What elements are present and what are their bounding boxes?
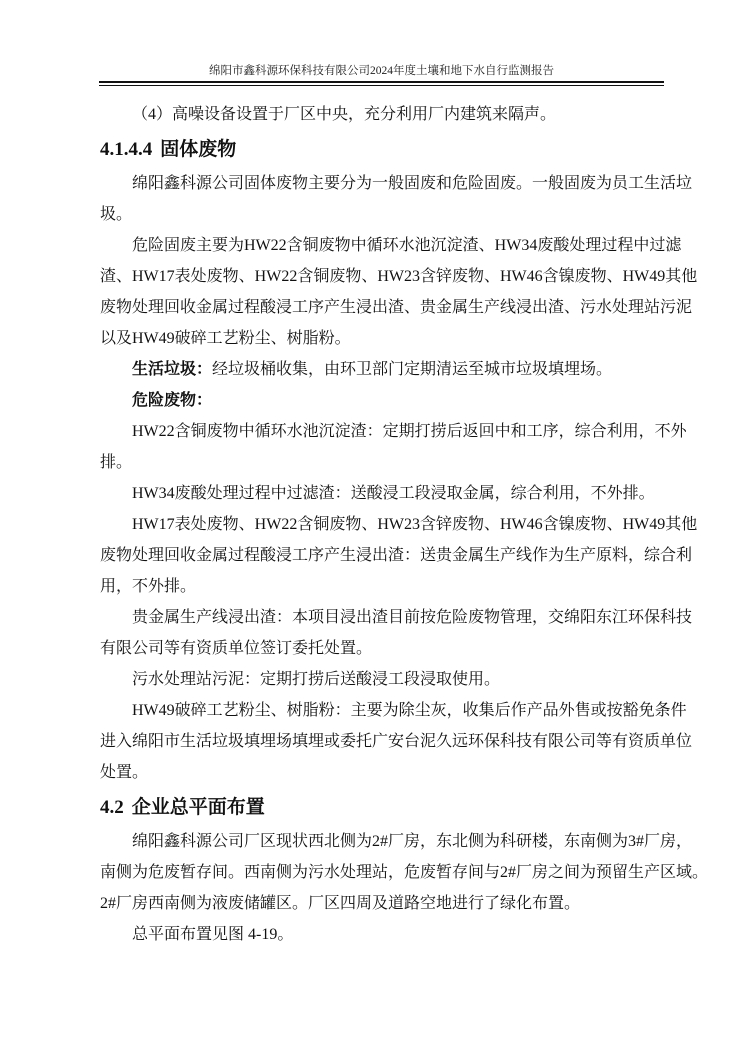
text-line: HW22含铜废物中循环水池沉淀渣：定期打捞后返回中和工序，综合利用，不外 <box>132 423 687 440</box>
text-line: 绵阳鑫科源公司固体废物主要分为一般固废和危险固废。一般固废为员工生活垃 <box>132 175 693 192</box>
text-line: 污水处理站污泥：定期打捞后送酸浸工段浸取使用。 <box>132 671 501 688</box>
text-line: 渣、HW17表处废物、HW22含铜废物、HW23含锌废物、HW46含镍废物、HW49其他 <box>100 268 698 285</box>
section-number: 4.1.4.4 <box>100 139 153 160</box>
section-heading <box>100 796 663 820</box>
text-line: 用，不外排。 <box>100 578 197 595</box>
text-line <box>100 354 663 385</box>
text-line: 2#厂房西南侧为液废储罐区。厂区四周及道路空地进行了绿化布置。 <box>100 895 581 912</box>
text-line: 绵阳鑫科源公司厂区现状西北侧为2#厂房，东北侧为科研楼，东南侧为3#厂房， <box>132 833 693 850</box>
text-line: 进入绵阳市生活垃圾填埋场填埋或委托广安台泥久远环保科技有限公司等有资质单位 <box>100 733 693 750</box>
line-text: 经垃圾桶收集，由环卫部门定期清运至城市垃圾填埋场。 <box>212 361 613 378</box>
paragraph <box>100 385 663 416</box>
text-line: 处置。 <box>100 764 149 781</box>
text-line <box>100 385 663 416</box>
text-line: 以及HW49破碎工艺粉尘、树脂粉。 <box>100 330 351 347</box>
text-line: 总平面布置见图 4-19。 <box>132 926 294 943</box>
paragraph <box>100 602 693 664</box>
paragraph <box>100 416 687 478</box>
text-line: 废物处理回收金属过程酸浸工序产生浸出渣：送贵金属生产线作为生产原料，综合利 <box>100 547 693 564</box>
running-header: 绵阳市鑫科源环保科技有限公司2024年度土壤和地下水自行监测报告 <box>209 65 554 77</box>
text-line: 废物处理回收金属过程酸浸工序产生浸出渣、贵金属生产线浸出渣、污水处理站污泥 <box>100 299 693 316</box>
paragraph <box>100 664 663 695</box>
section-heading <box>100 138 663 162</box>
paragraph <box>100 230 698 354</box>
paragraph <box>100 168 693 230</box>
text-line: HW34废酸处理过程中过滤渣：送酸浸工段浸取金属，综合利用，不外排。 <box>132 485 655 502</box>
paragraph <box>100 826 709 919</box>
paragraph <box>100 919 663 950</box>
header-rule-thick <box>99 81 664 83</box>
paragraph <box>100 509 698 602</box>
header-rule-thin <box>99 85 664 86</box>
document-body <box>100 99 709 950</box>
text-line: （4）高噪设备设置于厂区中央，充分利用厂内建筑来隔声。 <box>132 106 557 123</box>
paragraph <box>100 695 693 788</box>
text-line: 南侧为危废暂存间。西南侧为污水处理站，危废暂存间与2#厂房之间为预留生产区域。 <box>100 864 709 881</box>
section-number: 4.2 <box>100 797 124 818</box>
section-title: 固体废物 <box>160 139 237 160</box>
paragraph <box>100 478 663 509</box>
text-line: 圾。 <box>100 206 133 223</box>
text-line: 贵金属生产线浸出渣：本项目浸出渣目前按危险废物管理，交绵阳东江环保科技 <box>132 609 693 626</box>
text-line: 排。 <box>100 454 133 471</box>
paragraph <box>100 354 663 385</box>
section-title: 企业总平面布置 <box>131 797 265 818</box>
text-line: 有限公司等有资质单位签订委托处置。 <box>100 640 373 657</box>
paragraph <box>100 99 663 130</box>
text-line: HW49破碎工艺粉尘、树脂粉：主要为除尘灰，收集后作产品外售或按豁免条件 <box>132 702 687 719</box>
bold-lead: 危险废物： <box>132 392 213 409</box>
text-line: 危险固废主要为HW22含铜废物中循环水池沉淀渣、HW34废酸处理过程中过滤 <box>132 237 682 254</box>
bold-lead: 生活垃圾： <box>132 361 213 378</box>
text-line: HW17表处废物、HW22含铜废物、HW23含锌废物、HW46含镍废物、HW49其他 <box>132 516 698 533</box>
